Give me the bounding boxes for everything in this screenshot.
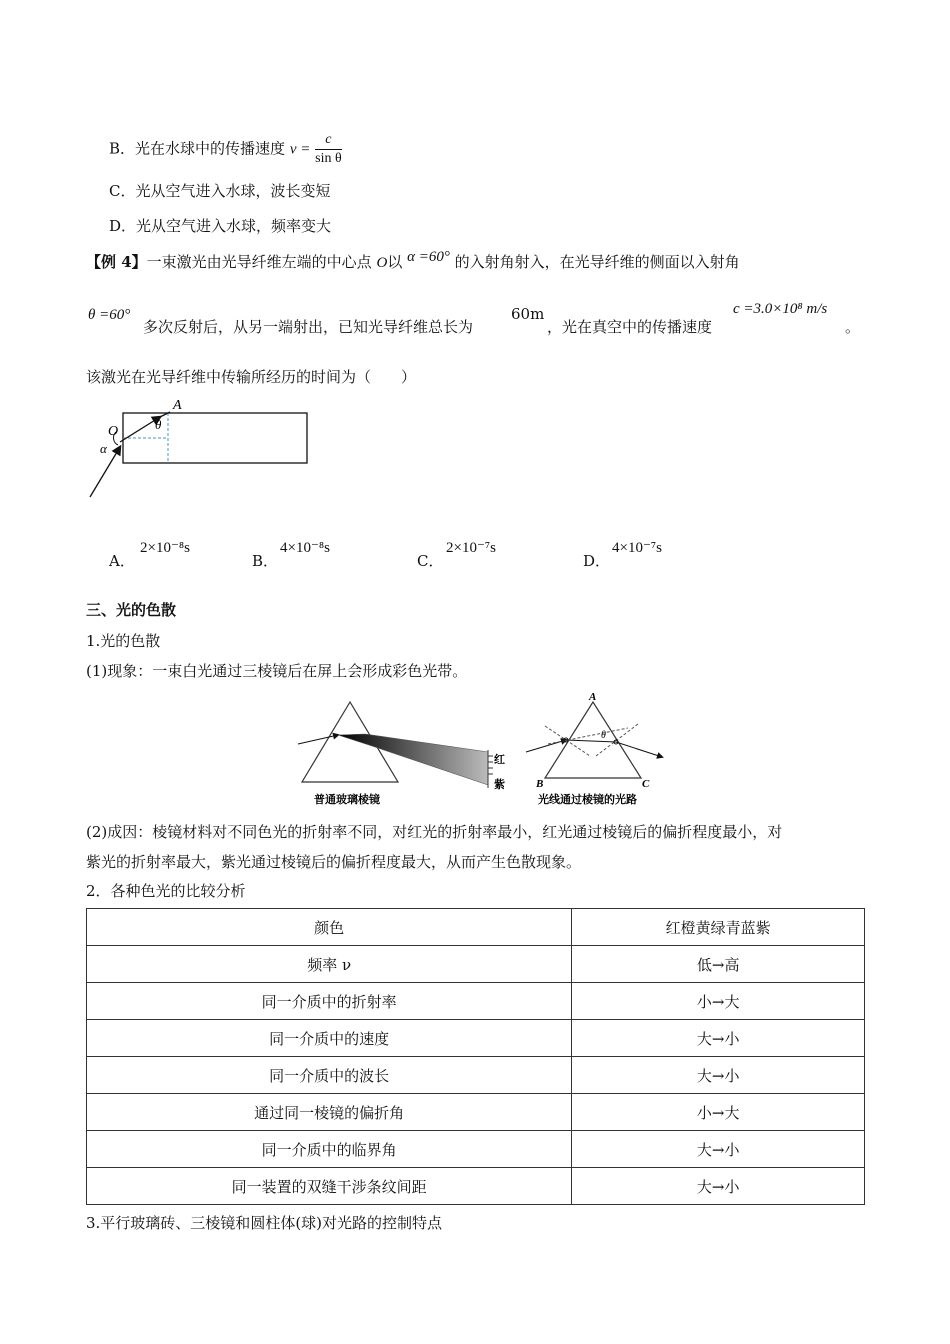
answer-d-value: 4×10⁻⁷s bbox=[612, 540, 662, 556]
label-red: 红 bbox=[494, 753, 505, 766]
label-theta: θ bbox=[155, 417, 162, 432]
table-cell: 大→小 bbox=[572, 1168, 865, 1205]
subsection-3: 3.平行玻璃砖、三棱镜和圆柱体(球)对光路的控制特点 bbox=[86, 1214, 443, 1232]
table-row bbox=[87, 946, 865, 983]
table-cell: 低→高 bbox=[572, 946, 865, 983]
example4-text-c: 多次反射后，从另一端射出，已知光导纤维总长为 bbox=[143, 318, 474, 336]
table-cell: 同一装置的双缝干涉条纹间距 bbox=[87, 1168, 572, 1205]
table-header-row bbox=[87, 909, 865, 946]
alpha-equation: α =60° bbox=[407, 249, 450, 265]
answer-a-label: A． bbox=[109, 552, 135, 570]
theta-equation bbox=[88, 305, 130, 324]
subsection-2: 2．各种色光的比较分析 bbox=[86, 882, 246, 900]
label-prism-a: A bbox=[589, 691, 597, 703]
table-row bbox=[87, 1168, 865, 1205]
table-cell: 频率 ν bbox=[87, 946, 572, 983]
answer-a-value: 2×10⁻⁸s bbox=[140, 540, 190, 556]
table-cell: 小→大 bbox=[572, 1094, 865, 1131]
point-o: O bbox=[376, 255, 388, 271]
table-row bbox=[87, 1020, 865, 1057]
table-header-cell: 红橙黄绿青蓝紫 bbox=[572, 909, 865, 946]
example4-line2 bbox=[143, 316, 473, 337]
option-b-text: B．光在水球中的传播速度 bbox=[109, 139, 286, 158]
label-a: A bbox=[173, 398, 182, 413]
example4-text-a: 一束激光由光导纤维左端的中心点 bbox=[146, 253, 372, 271]
option-b-fraction bbox=[315, 131, 342, 168]
answer-b-label: B． bbox=[252, 552, 279, 570]
cause-line-2: 紫光的折射率最大，紫光通过棱镜后的偏折程度最大，从而产生色散现象。 bbox=[86, 853, 582, 871]
light-speed-equation: c =3.0×10⁸ m/s bbox=[733, 301, 828, 317]
example4-text-b: 的入射角射入，在光导纤维的侧面以入射角 bbox=[454, 253, 740, 271]
table-cell: 同一介质中的折射率 bbox=[87, 983, 572, 1020]
phenomenon-text: (1)现象：一束白光通过三棱镜后在屏上会形成彩色光带。 bbox=[86, 662, 468, 680]
example4-line1 bbox=[86, 251, 740, 272]
label-purple: 紫 bbox=[494, 778, 505, 791]
table-header-cell: 颜色 bbox=[87, 909, 572, 946]
table-cell: 同一介质中的波长 bbox=[87, 1057, 572, 1094]
answer-d-label: D． bbox=[583, 552, 611, 570]
example4-text-d: ，光在真空中的传播速度 bbox=[547, 318, 713, 336]
example4-question: 该激光在光导纤维中传输所经历的时间为（ ） bbox=[86, 368, 417, 386]
fraction-denominator: sin θ bbox=[315, 151, 342, 166]
prism-path-triangle bbox=[545, 702, 641, 778]
table-cell: 大→小 bbox=[572, 1020, 865, 1057]
example-tag: 【例 4】 bbox=[86, 253, 147, 271]
example4-text-yi: 以 bbox=[387, 253, 403, 271]
optical-fiber-figure bbox=[80, 395, 320, 505]
answer-c-value: 2×10⁻⁷s bbox=[446, 540, 496, 556]
left-caption: 普通玻璃棱镜 bbox=[314, 793, 380, 806]
label-prism-theta: θ bbox=[601, 730, 606, 741]
option-b bbox=[109, 131, 342, 168]
cause-line-1: (2)成因：棱镜材料对不同色光的折射率不同，对红光的折射率最小，红光通过棱镜后的偏折程度最小，对 bbox=[86, 823, 783, 841]
fraction-numerator: c bbox=[315, 131, 342, 150]
table-cell: 同一介质中的临界角 bbox=[87, 1131, 572, 1168]
answer-c-label: C． bbox=[417, 552, 444, 570]
right-caption: 光线通过棱镜的光路 bbox=[538, 793, 637, 806]
label-o: O bbox=[108, 424, 119, 439]
color-comparison-table bbox=[86, 908, 865, 1205]
length-value: 60m bbox=[511, 305, 545, 323]
table-row bbox=[87, 983, 865, 1020]
answer-b-value: 4×10⁻⁸s bbox=[280, 540, 330, 556]
label-prism-b: B bbox=[536, 778, 544, 790]
table-row bbox=[87, 1057, 865, 1094]
table-cell: 大→小 bbox=[572, 1057, 865, 1094]
table-row bbox=[87, 1094, 865, 1131]
table-cell: 同一介质中的速度 bbox=[87, 1020, 572, 1057]
section-heading: 三、光的色散 bbox=[86, 601, 177, 619]
label-alpha: α bbox=[100, 441, 107, 456]
table-cell: 通过同一棱镜的偏折角 bbox=[87, 1094, 572, 1131]
option-b-v: v = bbox=[289, 141, 311, 158]
subsection-1: 1.光的色散 bbox=[86, 632, 161, 650]
theta-eq-text: θ =60° bbox=[88, 307, 131, 323]
option-c: C．光从空气进入水球，波长变短 bbox=[109, 182, 331, 200]
example4-period: 。 bbox=[845, 318, 861, 336]
option-d: D．光从空气进入水球，频率变大 bbox=[109, 217, 332, 235]
table-cell: 小→大 bbox=[572, 983, 865, 1020]
prism-figure bbox=[290, 690, 670, 810]
table-cell: 大→小 bbox=[572, 1131, 865, 1168]
table-row bbox=[87, 1131, 865, 1168]
label-prism-c: C bbox=[642, 778, 650, 790]
